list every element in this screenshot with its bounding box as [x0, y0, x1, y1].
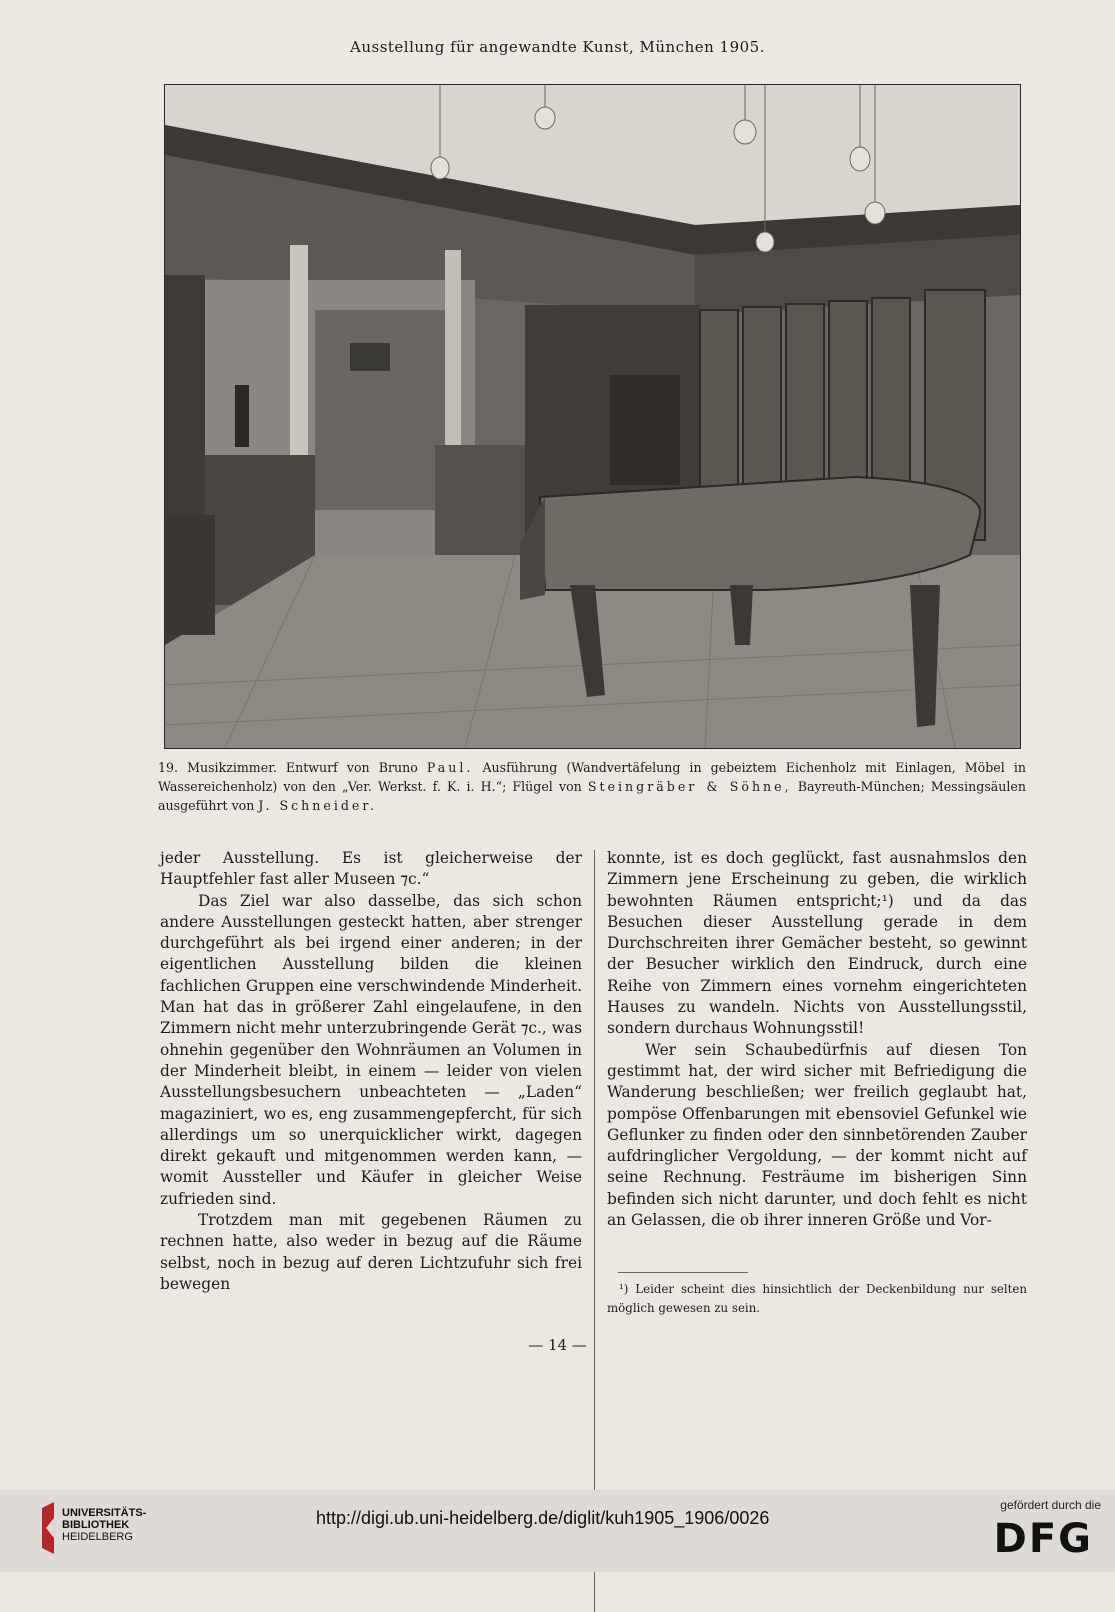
footnote-rule	[618, 1272, 748, 1273]
figure-caption	[158, 758, 1026, 815]
text-column-right	[607, 848, 1027, 1231]
photo-illustration	[165, 85, 1020, 748]
page-number: — 14 —	[528, 1336, 587, 1354]
library-name-line: HEIDELBERG	[62, 1531, 133, 1543]
music-room-photograph	[164, 84, 1021, 749]
text-column-left	[160, 848, 582, 1295]
dfg-logo: DFG	[993, 1516, 1093, 1562]
library-logo-icon	[40, 1498, 56, 1558]
paragraph: jeder Ausstellung. Es ist gleicherweise der Hauptfehler fast aller Museen ⁊c.“	[160, 849, 582, 889]
permalink[interactable]: http://digi.ub.uni-heidelberg.de/diglit/kuh1905_1906/0026	[316, 1508, 770, 1528]
digitization-footer	[0, 1490, 1115, 1572]
paragraph: Das Ziel war also dasselbe, das sich schon andere Ausstellungen gesteckt hatten, aber strenger durchgeführt als bei irgend einer anderen; in der eigentlichen Ausstellung bilden die kleinen fachlichen Gruppen eine verschwindende Minderheit. Man hat das in größerer Zahl eingelaufene, in den Zimmern nicht mehr unterzubringende Gerät ⁊c., was ohnehin gegenüber den Wohnräumen an Volumen in der Minderheit bleibt, in einem — leider von vielen Ausstellungsbesuchern unbeachteten — „Laden“ magaziniert, wo es, eng zusammengepfercht, für sich allerdings um so unerquicklicher wirkt, dagegen direkt gekauft und mitgenommen werden kann, — womit Aussteller und Käufer in gleicher Weise zufrieden sind.	[160, 891, 582, 1208]
library-name	[62, 1507, 146, 1543]
caption-text-2: Ausführung (Wandvertäfelung in gebeiztem Eichenholz mit Einlagen, Möbel in Wassereichenholz) von den „Ver. Werkst. f. K. i. H.“; Flügel von	[158, 760, 1026, 794]
paragraph: Wer sein Schaubedürfnis auf diesen Ton gestimmt hat, der wird sicher mit Befriedigung die Wanderung beschließen; wer freilich geglaubt hat, pompöse Offenbarungen mit ebensoviel Gefunkel wie Geflunker zu finden oder den sinnbetörenden Zauber aufdringlicher Vergoldung, — der kommt nicht auf seine Rechnung. Festräume im bisherigen Sinn befinden sich nicht darunter, und doch fehlt es nicht an Gelassen, die ob ihrer inneren Größe und Vor-	[607, 1040, 1027, 1230]
library-name-line: BIBLIOTHEK	[62, 1519, 130, 1531]
paragraph: konnte, ist es doch geglückt, fast ausnahmslos den Zimmern jene Erscheinung zu geben, die wirklich bewohnten Räumen entspricht;¹) und da das Besuchen dieser Ausstellung gerade in dem Durchschreiten ihrer Gemächer besteht, so gewinnt der Besucher wirklich den Eindruck, durch eine Reihe von Zimmern eines vornehm eingerichteten Hauses zu wandeln. Nichts von Ausstellungsstil, sondern durchaus Wohnungsstil!	[607, 849, 1027, 1038]
caption-brass-maker: J. Schneider.	[258, 798, 378, 813]
caption-text-1: 19. Musikzimmer. Entwurf von Bruno	[158, 760, 418, 775]
funded-by-label: gefördert durch die	[1000, 1498, 1101, 1512]
library-name-line: UNIVERSITÄTS-	[62, 1507, 147, 1519]
caption-piano-maker: Steingräber & Söhne,	[587, 779, 792, 794]
paragraph: Trotzdem man mit gegebenen Räumen zu rechnen hatte, also weder in bezug auf die Räume selbst, noch in bezug auf deren Lichtzufuhr sich frei bewegen	[160, 1211, 582, 1293]
caption-text-3: Bayreuth-München; Messingsäulen ausgeführt von	[158, 779, 1026, 813]
running-head: Ausstellung für angewandte Kunst, München 1905.	[350, 38, 765, 56]
footnote: ¹) Leider scheint dies hinsichtlich der Deckenbildung nur selten möglich gewesen zu sein.	[607, 1282, 1027, 1315]
caption-designer-name: Paul.	[426, 760, 474, 775]
